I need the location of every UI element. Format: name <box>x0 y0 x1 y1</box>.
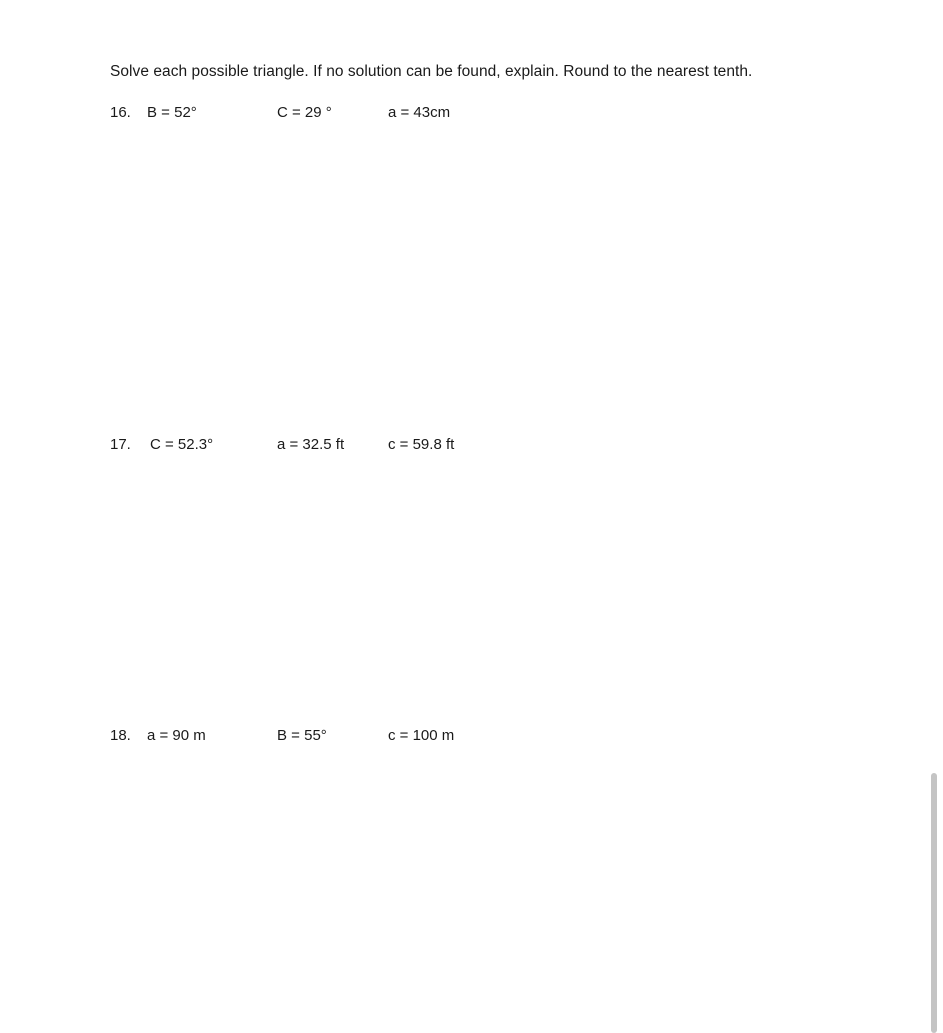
problem-number: 16. <box>110 104 131 121</box>
given-side-a: a = 43cm <box>388 104 451 121</box>
given-side-a: a = 32.5 ft <box>277 436 345 453</box>
given-side-c: c = 100 m <box>388 727 455 744</box>
given-angle-c: C = 52.3° <box>150 436 214 453</box>
given-side-c: c = 59.8 ft <box>388 436 455 453</box>
given-angle-b: B = 52° <box>147 104 197 121</box>
problem-18 <box>110 727 710 749</box>
problem-number: 18. <box>110 727 131 744</box>
given-angle-c: C = 29 ° <box>277 104 332 121</box>
scrollbar-thumb[interactable] <box>931 773 937 1033</box>
problem-number: 17. <box>110 436 131 453</box>
instructions-text: Solve each possible triangle. If no solution can be found, explain. Round to the nearest tenth. <box>110 63 753 80</box>
problem-17 <box>110 436 710 458</box>
given-angle-b: B = 55° <box>277 727 327 744</box>
problem-16 <box>110 104 710 126</box>
given-side-a: a = 90 m <box>147 727 206 744</box>
